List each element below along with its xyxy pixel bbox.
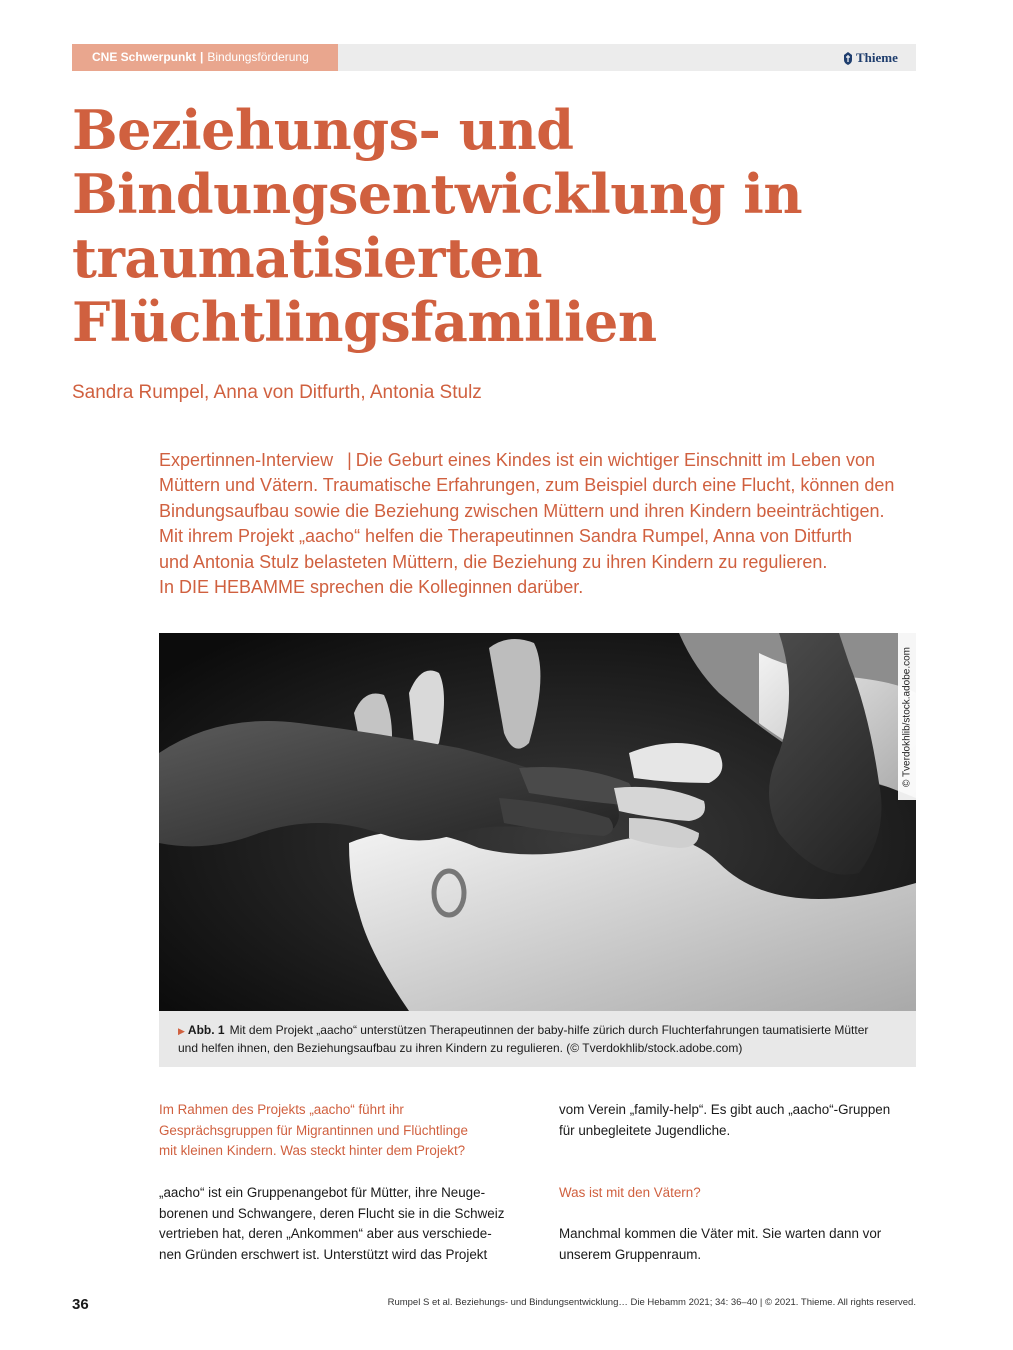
caption-line: und helfen ihnen, den Beziehungsaufbau zu ihren Kindern zu regulieren. (© Tverdokhlib/stock.adobe.com) xyxy=(178,1041,743,1055)
publisher-logo xyxy=(843,48,898,68)
question-line: mit kleinen Kindern. Was steckt hinter dem Projekt? xyxy=(159,1143,466,1159)
lead-line: und Antonia Stulz belasteten Müttern, die Beziehung zu ihren Kindern zu regulieren. xyxy=(159,551,828,572)
hands-photo xyxy=(159,633,916,1011)
section-tag xyxy=(72,44,338,71)
lead-separator: | xyxy=(347,450,352,470)
article-photo xyxy=(159,633,916,1011)
title-line: Beziehungs- und xyxy=(72,98,574,162)
subsection-label: Bindungsförderung xyxy=(207,50,309,64)
footer-citation: Rumpel S et al. Beziehungs- und Bindungsentwicklung… Die Hebamm 2021; 34: 36–40 | © 2021. Thieme. All rights reserved. xyxy=(387,1297,916,1308)
answer-line: vertrieben hat, deren „Ankommen“ aber aus verschiede- xyxy=(159,1226,492,1242)
caption-label: Abb. 1 xyxy=(187,1023,225,1037)
lead-line: Müttern und Vätern. Traumatische Erfahrungen, zum Beispiel durch eine Flucht, können den xyxy=(159,475,895,496)
answer-line: borenen und Schwangere, deren Flucht sie in die Schweiz xyxy=(159,1205,505,1221)
authors: Sandra Rumpel, Anna von Ditfurth, Antonia Stulz xyxy=(72,382,482,403)
answer-line: nen Gründen erschwert ist. Unterstützt wird das Projekt xyxy=(159,1247,488,1263)
title-line: traumatisierten xyxy=(72,226,543,290)
answer-2 xyxy=(559,1224,919,1265)
question-line: Im Rahmen des Projekts „aacho“ führt ihr xyxy=(159,1102,404,1117)
question-line: Gesprächsgruppen für Migrantinnen und Flüchtlinge xyxy=(159,1122,468,1138)
answer-line: Manchmal kommen die Väter mit. Sie warten dann vor xyxy=(559,1226,882,1241)
answer-line: „aacho“ ist ein Gruppenangebot für Mütter, ihre Neuge- xyxy=(159,1185,486,1200)
lead-label: Expertinnen-Interview xyxy=(159,450,334,470)
answer-1-continued xyxy=(559,1100,919,1141)
title-line: Bindungsentwicklung in xyxy=(72,162,803,226)
photo-credit xyxy=(898,633,916,800)
section-label: CNE Schwerpunkt xyxy=(92,50,197,64)
answer-line: unserem Gruppenraum. xyxy=(559,1246,702,1262)
lead-line: Mit ihrem Projekt „aacho“ helfen die Therapeutinnen Sandra Rumpel, Anna von Ditfurth xyxy=(159,526,853,547)
answer-line: vom Verein „family-help“. Es gibt auch „aacho“-Gruppen xyxy=(559,1102,891,1117)
lead-line: Bindungsaufbau sowie die Beziehung zwischen Müttern und ihren Kindern beeinträchtigen. xyxy=(159,500,885,521)
publisher-name: Thieme xyxy=(856,50,898,65)
page-number: 36 xyxy=(72,1296,89,1313)
photo-credit-text: © Tverdokhlib/stock.adobe.com xyxy=(901,646,913,787)
lead-line: Die Geburt eines Kindes ist ein wichtiger Einschnitt im Leben von xyxy=(355,450,876,470)
figure-caption xyxy=(159,1011,916,1067)
lead-paragraph xyxy=(159,448,929,600)
lead-line: In DIE HEBAMME sprechen die Kolleginnen darüber. xyxy=(159,577,584,598)
article-title xyxy=(72,98,952,354)
triangle-right-icon: ▶ xyxy=(178,1026,185,1036)
title-line: Flüchtlingsfamilien xyxy=(72,290,657,354)
answer-line: für unbegleitete Jugendliche. xyxy=(559,1122,731,1138)
section-separator: | xyxy=(200,50,204,64)
caption-line: Mit dem Projekt „aacho“ unterstützen Therapeutinnen der baby-hilfe zürich durch Fluchterfahrungen taumatisierte Mütter xyxy=(229,1023,869,1037)
answer-1 xyxy=(159,1183,519,1266)
question-1 xyxy=(159,1100,519,1162)
thieme-logo-icon xyxy=(843,52,853,65)
question-2: Was ist mit den Vätern? xyxy=(559,1185,701,1200)
